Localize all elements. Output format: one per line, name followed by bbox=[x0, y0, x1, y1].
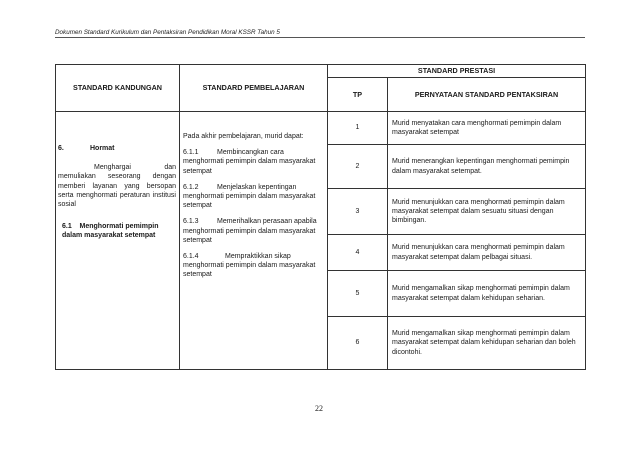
header-pernyataan: PERNYATAAN STANDARD PENTAKSIRAN bbox=[388, 78, 586, 112]
pembelajaran-item-text: Memerihalkan perasaan apabila menghormati pemimpin dalam masyarakat setempat bbox=[183, 218, 317, 244]
header-standard-prestasi: STANDARD PRESTASI bbox=[328, 65, 586, 78]
standard-table bbox=[55, 64, 586, 370]
pembelajaran-item-number: 6.1.1 bbox=[183, 149, 199, 157]
header-standard-kandungan: STANDARD KANDUNGAN bbox=[56, 65, 180, 112]
header-tp: TP bbox=[328, 78, 388, 112]
kandungan-description bbox=[58, 163, 176, 209]
pernyataan-1: Murid menyatakan cara menghormati pemimpin dalam masyarakat setempat bbox=[388, 112, 586, 145]
pembelajaran-item-text: Menjelaskan kepentingan menghormati pemimpin dalam masyarakat setempat bbox=[183, 183, 316, 210]
pembelajaran-item-text: Mempraktikkan sikap menghormati pemimpin dalam masyarakat setempat bbox=[183, 253, 316, 279]
pernyataan-6: Murid mengamalkan sikap menghormati pemimpin dalam masyarakat setempat dalam kehidupan seharian dan boleh dicontohi. bbox=[388, 317, 586, 370]
pernyataan-5: Murid mengamalkan sikap menghormati pemimpin dalam masyarakat setempat dalam kehidupan seharian. bbox=[388, 271, 586, 317]
pembelajaran-intro: Pada akhir pembelajaran, murid dapat: bbox=[183, 133, 304, 140]
kandungan-description-first: Menghargai bbox=[94, 164, 131, 172]
kandungan-cell bbox=[56, 112, 180, 370]
tp-3: 3 bbox=[328, 189, 388, 235]
pernyataan-4: Murid menunjukkan cara menghormati pemimpin dalam masyarakat setempat dalam pelbagai situasi. bbox=[388, 235, 586, 271]
pembelajaran-item bbox=[183, 252, 324, 280]
kandungan-subheading bbox=[58, 222, 176, 240]
pembelajaran-item-text: Membincangkan cara menghormati pemimpin dalam masyarakat setempat bbox=[183, 149, 316, 175]
tp-1: 1 bbox=[328, 112, 388, 145]
kandungan-title: Hormat bbox=[90, 145, 115, 152]
tp-6: 6 bbox=[328, 317, 388, 370]
tp-4: 4 bbox=[328, 235, 388, 271]
pembelajaran-item bbox=[183, 148, 324, 176]
pernyataan-3: Murid menunjukkan cara menghormati pemimpin dalam masyarakat setempat dalam sesuatu situasi dengan bimbingan. bbox=[388, 189, 586, 235]
kandungan-sub-title: Menghormati pemimpin dalam masyarakat setempat bbox=[62, 223, 159, 240]
tp-5: 5 bbox=[328, 271, 388, 317]
tp-2: 2 bbox=[328, 145, 388, 189]
page-number: 22 bbox=[315, 404, 323, 413]
pembelajaran-item-number: 6.1.2 bbox=[183, 183, 199, 191]
pembelajaran-item bbox=[183, 217, 324, 245]
header-standard-pembelajaran: STANDARD PEMBELAJARAN bbox=[180, 65, 328, 112]
pembelajaran-cell bbox=[180, 112, 328, 370]
pernyataan-2: Murid menerangkan kepentingan menghormati pemimpin dalam masyarakat setempat. bbox=[388, 145, 586, 189]
header-rule bbox=[55, 37, 585, 38]
kandungan-heading bbox=[58, 144, 176, 153]
kandungan-sub-number: 6.1 bbox=[62, 223, 72, 231]
kandungan-description-rest: dan memuliakan seseorang dengan memberi layanan yang bersopan serta menghormati peraturan institusi sosial bbox=[58, 164, 176, 209]
pembelajaran-item-number: 6.1.3 bbox=[183, 218, 199, 226]
kandungan-number: 6. bbox=[58, 145, 64, 152]
pembelajaran-item bbox=[183, 183, 324, 211]
running-header: Dokumen Standard Kurikulum dan Pentaksiran Pendidikan Moral KSSR Tahun 5 bbox=[55, 29, 280, 36]
pembelajaran-item-number: 6.1.4 bbox=[183, 253, 199, 261]
